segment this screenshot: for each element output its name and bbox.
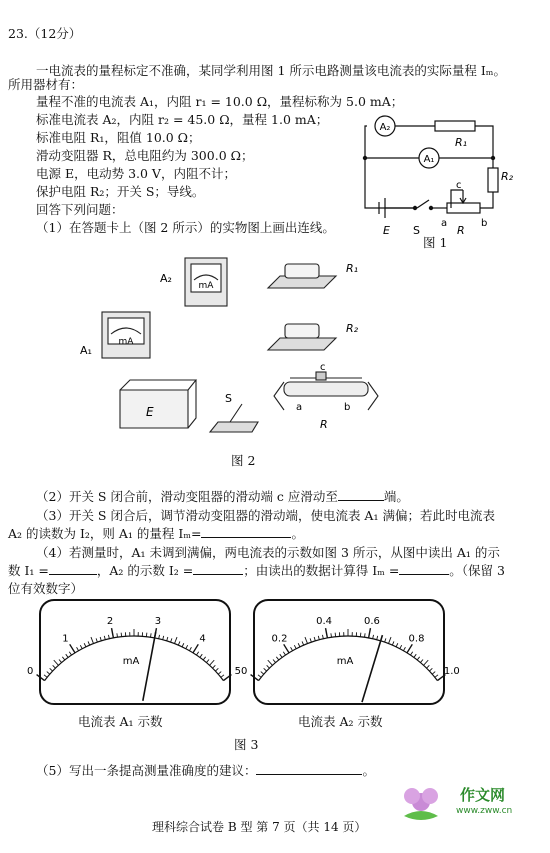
- r-label: R: [457, 224, 465, 237]
- answer-blank[interactable]: [338, 488, 384, 501]
- e-label: E: [383, 224, 390, 237]
- q3-text: A₂ 的读数为 I₂，则 A₁ 的量程 Iₘ=: [8, 526, 202, 541]
- b-label: b: [344, 402, 351, 413]
- scale-tick: [365, 633, 366, 637]
- b-label: b: [481, 218, 488, 229]
- tick-label: 0.2: [271, 633, 288, 645]
- q4-text: ，A₂ 的示数 I₂ =: [96, 563, 194, 578]
- meter-a2: [240, 598, 460, 710]
- intro-line-1: 一电流表的量程标定不准确，某同学利用图 1 所示电路测量该电流表的实际量程 Iₘ。: [36, 63, 506, 78]
- equipment-item: 滑动变阻器 R，总电阻约为 300.0 Ω；: [36, 148, 254, 163]
- meter-unit: mA: [122, 656, 140, 667]
- sub-question-4-cont: [8, 562, 505, 579]
- q2-end: 端。: [383, 489, 409, 504]
- tick-label: 0: [240, 665, 248, 677]
- equipment-item: 保护电阻 R₂；开关 S；导线。: [36, 184, 205, 199]
- sub-question-3-cont: [8, 525, 304, 542]
- scale-tick: [331, 633, 332, 637]
- tick-label: 1: [62, 633, 69, 645]
- a-label: a: [296, 402, 303, 413]
- a-label: a: [441, 218, 448, 229]
- equipment-item: 标准电流表 A₂，内阻 r₂ = 45.0 Ω，量程 1.0 mA；: [36, 112, 329, 127]
- r2-label: R₂: [501, 170, 514, 183]
- meter-a1: [26, 598, 242, 710]
- tick-label: 3: [154, 616, 162, 628]
- a2-label: A₂: [379, 122, 391, 133]
- q4-text: 。（保留 3: [449, 563, 505, 578]
- question-header: 23.（12分）: [8, 26, 82, 41]
- a1-label: A₁: [80, 344, 92, 357]
- s-label: S: [413, 224, 420, 237]
- sub-question-5: [36, 762, 375, 779]
- a1-label: A₁: [423, 154, 435, 165]
- tick-label: 5: [234, 665, 242, 677]
- q4-text: 数 I₁ =: [8, 563, 49, 578]
- sub-question-4: （4）若测量时，A₁ 未调到满偏，两电流表的示数如图 3 所示，从图中读出 A₁ 的示: [36, 545, 500, 560]
- answer-blank[interactable]: [201, 525, 291, 538]
- tick-label: 4: [199, 633, 206, 645]
- tick-label: 2: [106, 616, 114, 628]
- equipment-item: 电源 E，电动势 3.0 V，内阻不计；: [36, 166, 236, 181]
- a2-label: A₂: [160, 272, 172, 285]
- watermark-title: 作文网: [460, 786, 506, 804]
- s-label: S: [225, 392, 232, 405]
- equipment-item: 量程不准的电流表 A₁，内阻 r₁ = 10.0 Ω，量程标称为 5.0 mA；: [36, 94, 404, 109]
- meter-a1-caption: 电流表 A₁ 示数: [78, 714, 163, 729]
- q5-end: 。: [362, 763, 375, 778]
- tick-label: 0.6: [363, 616, 380, 628]
- c-label: c: [456, 180, 462, 191]
- ma-label: mA: [118, 337, 134, 347]
- sub-question-4-cont2: 位有效数字）: [8, 581, 84, 596]
- answer-blank[interactable]: [256, 762, 362, 775]
- tick-label: 1.0: [443, 665, 460, 677]
- sub-question-1: （1）在答题卡上（图 2 所示）的实物图上画出连线。: [36, 220, 335, 235]
- flower-icon: [398, 780, 444, 826]
- site-watermark-logo: [398, 778, 538, 828]
- figure-3-caption: 图 3: [234, 737, 259, 752]
- c-label: c: [320, 362, 326, 373]
- meter-a2-caption: 电流表 A₂ 示数: [298, 714, 383, 729]
- sub-question-2: [36, 488, 409, 505]
- answer-blank[interactable]: [49, 562, 97, 575]
- tick-label: 0.8: [408, 633, 425, 645]
- answer-blank[interactable]: [193, 562, 243, 575]
- sub-question-3: （3）开关 S 闭合后，调节滑动变阻器的滑动端，使电流表 A₁ 满偏；若此时电流表: [36, 508, 495, 523]
- ma-label: mA: [198, 281, 214, 291]
- scale-tick: [117, 633, 118, 637]
- r-label: R: [320, 418, 328, 431]
- meter-unit: mA: [336, 656, 354, 667]
- r2-label: R₂: [346, 322, 359, 335]
- e-label: E: [146, 405, 154, 419]
- r1-label: R₁: [455, 136, 468, 149]
- tick-label: 0.4: [316, 616, 333, 628]
- watermark-url: www.zww.cn: [456, 806, 513, 816]
- figure-2-apparatus: [80, 250, 460, 450]
- r1-label: R₁: [346, 262, 359, 275]
- tick-label: 0: [26, 665, 34, 677]
- figure-1-caption: 图 1: [423, 235, 448, 250]
- q3-end: 。: [291, 526, 304, 541]
- q4-text: ；由读出的数据计算得 Iₘ =: [243, 563, 400, 578]
- q5-text: （5）写出一条提高测量准确度的建议：: [36, 763, 257, 778]
- answer-intro: 回答下列问题：: [36, 202, 124, 217]
- equipment-item: 标准电阻 R₁，阻值 10.0 Ω；: [36, 130, 201, 145]
- figure-2-caption: 图 2: [231, 453, 256, 468]
- scale-tick: [151, 633, 152, 637]
- q2-text: （2）开关 S 闭合前，滑动变阻器的滑动端 c 应滑动至: [36, 489, 338, 504]
- answer-blank[interactable]: [399, 562, 449, 575]
- page-footer: 理科综合试卷 B 型 第 7 页（共 14 页）: [152, 820, 367, 834]
- intro-line-2: 所用器材有：: [8, 77, 84, 92]
